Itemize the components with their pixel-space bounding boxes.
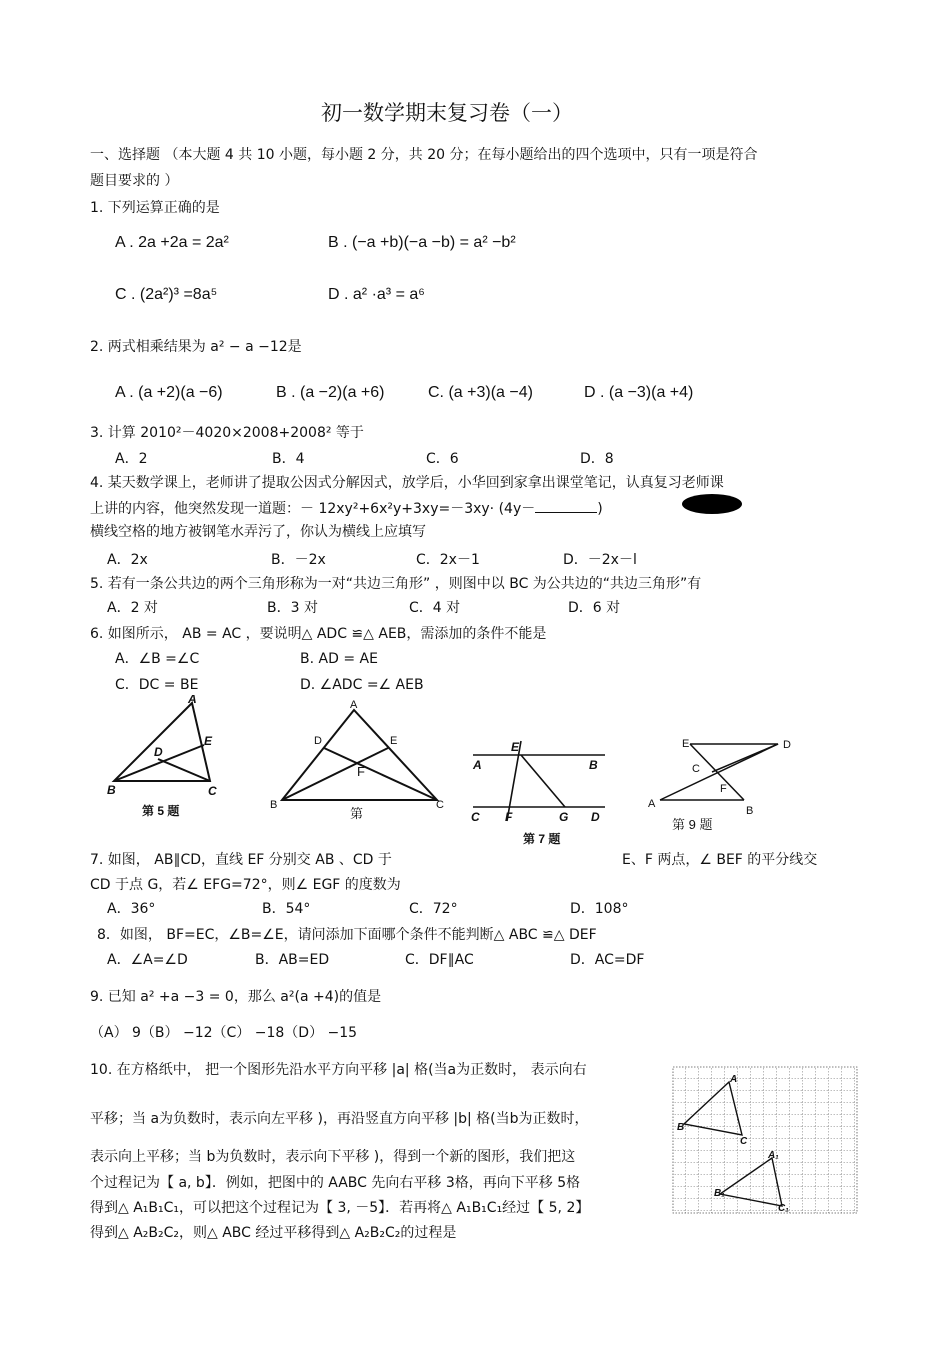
figure-5 <box>100 695 240 825</box>
question-2-option-d: D . (a −3)(a +4) <box>584 384 694 401</box>
question-4-option-b: B．－2x <box>271 552 326 568</box>
fig9-label-a: A <box>648 798 656 810</box>
fig7-label-c: C <box>471 810 480 824</box>
question-8-stem: 8．如图， BF=EC，∠B=∠E，请问添加下面哪个条件不能判断△ ABC ≌△ DEF <box>97 927 597 943</box>
fig9-label-c: C <box>692 763 700 775</box>
question-8-option-b: B．AB=ED <box>255 952 330 968</box>
figure-7 <box>465 735 615 850</box>
question-1-stem: 1. 下列运算正确的是 <box>90 200 220 216</box>
fig7-caption: 第 7 题 <box>523 832 561 846</box>
fig5-label-d: D <box>154 745 163 759</box>
fig9-caption: 第 9 题 <box>672 817 713 832</box>
fig5-label-b: B <box>107 783 116 797</box>
question-5-stem: 5. 若有一条公共边的两个三角形称为一对“共边三角形” ，则图中以 BC 为公共边的“共边三角形”有 <box>90 576 702 592</box>
question-7-line-2: CD 于点 G，若∠ EFG=72°，则∠ EGF 的度数为 <box>90 877 401 893</box>
grid-label-b1: B₁ <box>714 1188 725 1199</box>
figure-6 <box>262 698 452 823</box>
question-4-option-a: A．2x <box>107 552 148 568</box>
fig6-label-e: E <box>390 735 398 747</box>
fig7-label-e: E <box>511 740 520 754</box>
ink-stain <box>682 494 742 514</box>
question-4-line-2 <box>90 499 603 518</box>
question-7-option-c: C．72° <box>409 901 458 917</box>
question-5-option-c: C．4 对 <box>409 600 461 616</box>
fig6-label-c: C <box>436 799 444 811</box>
question-4-equation: 上讲的内容，他突然发现一道题：－ 12xy²+6x²y+3xy=－3xy· (4y－ <box>90 501 536 517</box>
question-3-stem: 3. 计算 2010²－4020×2008+2008² 等于 <box>90 425 364 441</box>
fig5-caption: 第 5 题 <box>142 804 180 818</box>
question-7-option-d: D．108° <box>570 901 629 917</box>
fig9-label-e: E <box>682 738 690 750</box>
question-6-stem: 6. 如图所示， AB = AC ，要说明△ ADC ≌△ AEB，需添加的条件不能是 <box>90 626 547 642</box>
question-10-line-1: 10. 在方格纸中， 把一个图形先沿水平方向平移 |a| 格(当a为正数时， 表示向右 <box>90 1062 587 1078</box>
fig9-label-f: F <box>720 783 727 795</box>
question-4-line-3: 横线空格的地方被钢笔水弄污了，你认为横线上应填写 <box>90 524 426 540</box>
question-5-option-b: B．3 对 <box>267 600 318 616</box>
question-6-option-a: A．∠B =∠C <box>115 651 200 667</box>
question-5-option-d: D．6 对 <box>568 600 621 616</box>
fig5-label-e: E <box>204 734 213 748</box>
question-2-option-b: B . (a −2)(a +6) <box>276 384 385 401</box>
fig6-label-a: A <box>350 699 358 711</box>
grid-label-b: B <box>677 1122 685 1133</box>
section-instructions-cont: 题目要求的 ） <box>90 173 179 189</box>
fig7-label-g: G <box>559 810 569 824</box>
fig5-label-c: C <box>208 784 217 798</box>
question-2-option-a: A . (a +2)(a −6) <box>115 384 223 401</box>
question-2-stem: 2. 两式相乘结果为 a² − a −12是 <box>90 339 302 355</box>
question-4-option-c: C．2x－1 <box>416 552 480 568</box>
question-4-option-d: D．－2x－l <box>563 552 637 568</box>
question-6-option-d: D. ∠ADC =∠ AEB <box>300 677 424 693</box>
question-2-option-c: C. (a +3)(a −4) <box>428 384 533 401</box>
grid-label-c1: C₁ <box>778 1203 789 1214</box>
question-5-option-a: A．2 对 <box>107 600 158 616</box>
question-1-option-d: D . a² ·a³ = a⁶ <box>328 286 425 303</box>
question-10-line-6: 得到△ A₂B₂C₂，则△ ABC 经过平移得到△ A₂B₂C₂的过程是 <box>90 1225 457 1241</box>
fig7-label-d: D <box>591 810 600 824</box>
question-6-option-c: C．DC = BE <box>115 677 199 693</box>
question-4-close-paren: ) <box>597 501 603 517</box>
section-instructions: 一、选择题 （本大题 4 共 10 小题，每小题 2 分，共 20 分；在每小题给出的四个选项中，只有一项是符合 <box>90 147 758 163</box>
question-8-option-d: D．AC=DF <box>570 952 645 968</box>
question-8-option-c: C．DF∥AC <box>405 952 474 968</box>
fig6-label-f: F <box>357 764 365 779</box>
question-1-option-a: A . 2a +2a = 2a² <box>115 234 229 251</box>
question-3-option-d: D．8 <box>580 451 614 467</box>
question-7-option-a: A．36° <box>107 901 156 917</box>
question-3-option-a: A．2 <box>115 451 148 467</box>
question-3-option-b: B．4 <box>272 451 305 467</box>
fig6-caption: 第 <box>350 806 364 821</box>
question-7-line-1-cont: E、F 两点，∠ BEF 的平分线交 <box>622 852 818 868</box>
question-10-line-2: 平移；当 a为负数时，表示向左平移 )，再沿竖直方向平移 |b| 格(当b为正数时， <box>90 1111 589 1127</box>
question-10-line-5: 得到△ A₁B₁C₁，可以把这个过程记为【 3, －5】．若再将△ A₁B₁C₁经过【 5, 2】 <box>90 1200 590 1216</box>
question-3-option-c: C．6 <box>426 451 459 467</box>
fig9-label-b: B <box>746 805 754 817</box>
fig5-label-a: A <box>188 695 197 706</box>
fig6-label-b: B <box>270 799 278 811</box>
question-6-option-b: B. AD = AE <box>300 651 378 667</box>
fig7-label-a: A <box>473 758 482 772</box>
grid-figure <box>672 1066 860 1216</box>
grid-label-c: C <box>740 1136 748 1147</box>
fig7-label-f: F <box>505 810 513 824</box>
question-1-option-c: C . (2a²)³ =8a⁵ <box>115 286 218 303</box>
fig6-label-d: D <box>314 735 322 747</box>
answer-blank <box>535 499 597 513</box>
question-10-line-3: 表示向上平移；当 b为负数时，表示向下平移 )，得到一个新的图形，我们把这 <box>90 1149 576 1165</box>
fig7-label-b: B <box>589 758 598 772</box>
page-title: 初一数学期末复习卷（一） <box>321 101 573 125</box>
figure-9 <box>640 732 810 837</box>
question-4-line-1: 4. 某天数学课上，老师讲了提取公因式分解因式，放学后，小华回到家拿出课堂笔记，认真复习老师课 <box>90 475 724 491</box>
question-9-stem: 9. 已知 a² +a −3 = 0，那么 a²(a +4)的值是 <box>90 989 382 1005</box>
question-1-option-b: B . (−a +b)(−a −b) = a² −b² <box>328 234 516 251</box>
question-7-option-b: B．54° <box>262 901 311 917</box>
question-8-option-a: A．∠A=∠D <box>107 952 188 968</box>
question-7-line-1: 7. 如图， AB∥CD，直线 EF 分别交 AB 、CD 于 <box>90 852 392 868</box>
grid-label-a: A <box>730 1074 738 1085</box>
question-9-options: （A） 9（B） −12（C） −18（D） −15 <box>90 1025 358 1041</box>
grid-label-a1: A₁ <box>768 1150 779 1161</box>
question-10-line-4: 个过程记为【 a, b】．例如，把图中的 AABC 先向右平移 3格，再向下平移 5格 <box>90 1175 581 1191</box>
fig9-label-d: D <box>783 739 791 751</box>
